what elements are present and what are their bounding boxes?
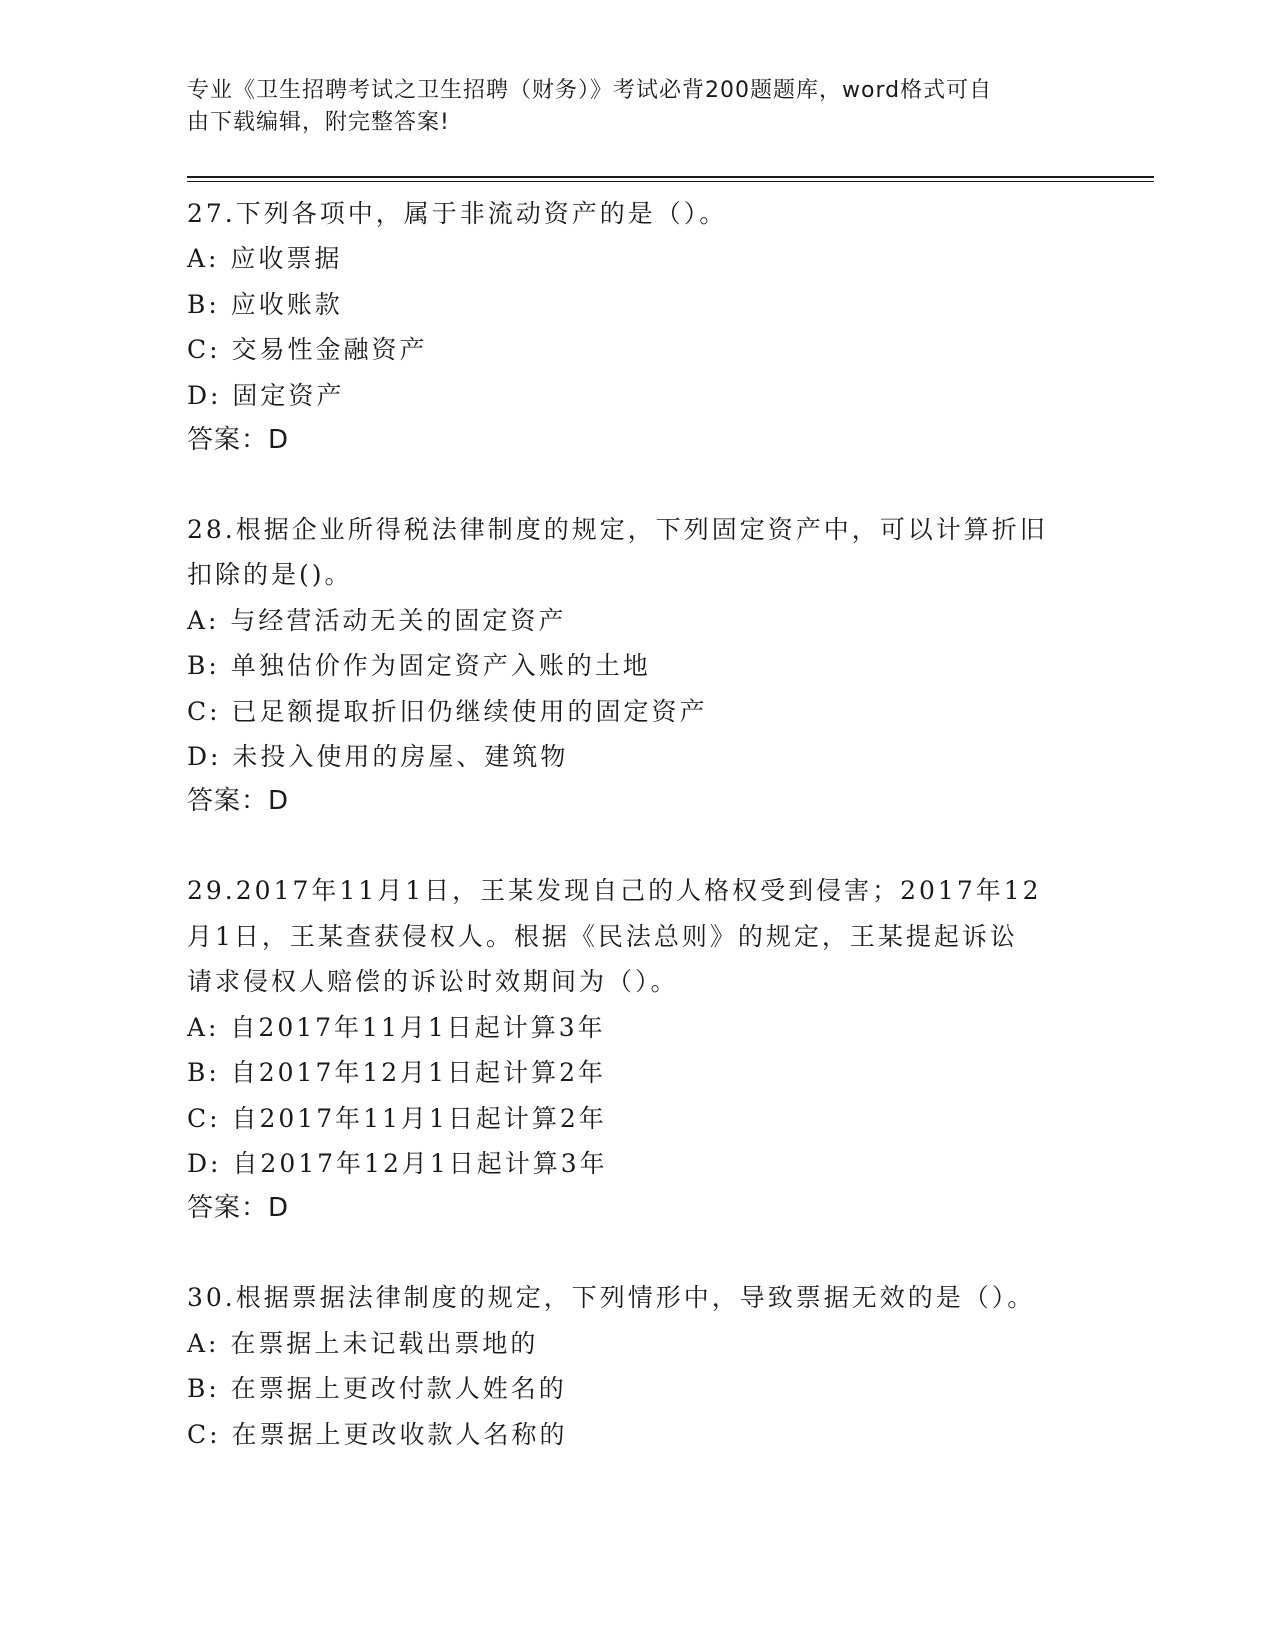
option-b: B: 自2017年12月1日起计算2年 [187,1058,606,1088]
document-header [187,75,1067,139]
option-d: D: 自2017年12月1日起计算3年 [187,1148,608,1178]
question-stem: 请求侵权人赔偿的诉讼时效期间为（）。 [187,967,679,997]
question-stem: 扣除的是()。 [187,560,353,590]
question-28 [187,507,1087,824]
question-stem: 30.根据票据法律制度的规定，下列情形中，导致票据无效的是（）。 [187,1283,1036,1313]
answer-label: 答案：D [187,786,290,817]
question-list [187,191,1087,1501]
option-a: A: 自2017年11月1日起计算3年 [187,1012,606,1042]
option-c: C: 在票据上更改收款人名称的 [187,1419,568,1449]
header-line: 由下载编辑，附完整答案! [187,110,450,135]
option-d: D: 固定资产 [187,380,345,410]
option-c: C: 已足额提取折旧仍继续使用的固定资产 [187,696,708,726]
option-c: C: 自2017年11月1日起计算2年 [187,1103,607,1133]
option-b: B: 单独估价作为固定资产入账的土地 [187,651,651,681]
question-stem: 月1日，王某查获侵权人。根据《民法总则》的规定，王某提起诉讼 [187,921,1018,951]
header-divider [187,176,1154,182]
question-stem: 29.2017年11月1日，王某发现自己的人格权受到侵害；2017年12 [187,876,1042,906]
option-d: D: 未投入使用的房屋、建筑物 [187,742,569,772]
option-c: C: 交易性金融资产 [187,335,428,365]
question-stem: 27.下列各项中，属于非流动资产的是（）。 [187,199,728,228]
question-27 [187,191,1087,463]
answer-label: 答案：D [187,425,290,456]
answer-label: 答案：D [187,1193,290,1224]
option-a: A: 应收票据 [187,244,343,274]
question-30 [187,1275,1087,1457]
option-b: B: 在票据上更改付款人姓名的 [187,1374,567,1404]
option-a: A: 与经营活动无关的固定资产 [187,605,567,635]
option-b: B: 应收账款 [187,289,343,319]
question-stem: 28.根据企业所得税法律制度的规定，下列固定资产中，可以计算折旧 [187,515,1048,545]
question-29 [187,868,1087,1231]
header-line: 专业《卫生招聘考试之卫生招聘（财务）》考试必背200题题库，word格式可自 [187,78,993,103]
option-a: A: 在票据上未记载出票地的 [187,1328,539,1358]
